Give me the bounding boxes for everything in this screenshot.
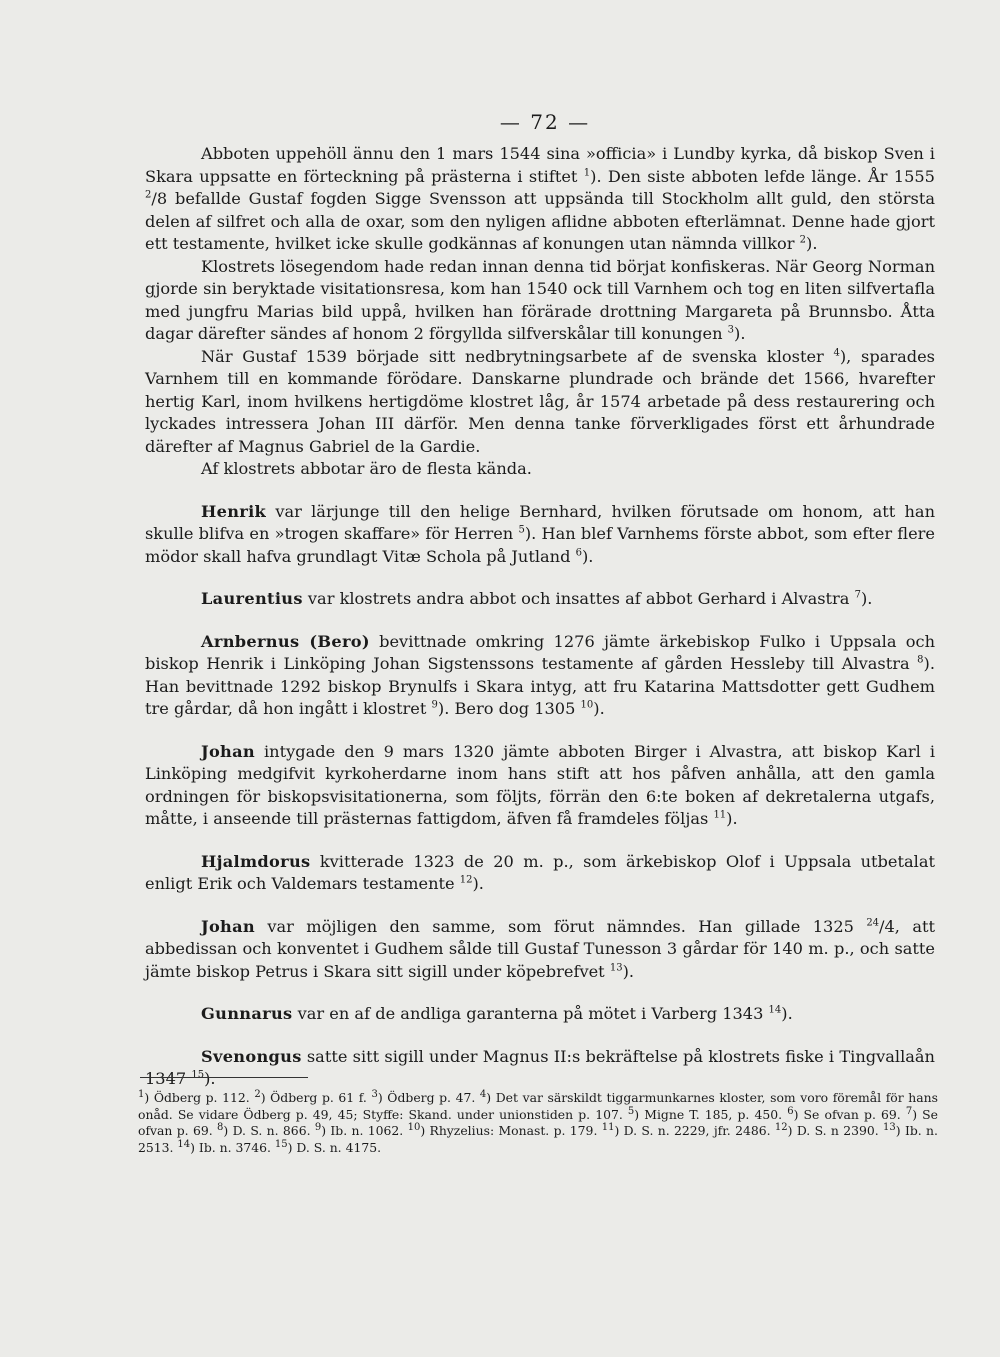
footnote-divider: [140, 1077, 308, 1078]
text-run: ).: [593, 699, 605, 718]
text-run: var möjligen den samme, som förut nämndes. Han gillade 1325: [254, 916, 867, 936]
page-number: — 72 —: [499, 110, 591, 134]
footnote-marker: 6: [575, 547, 582, 559]
text-run: var klostrets andra abbot och insattes af abbot Gerhard i Alvastra: [302, 589, 855, 608]
text-run: Abboten uppehöll ännu den 1 mars 1544 sina »officia» i Lundby kyrka, då biskop Sven i Skara uppsatte en förteckning på prästerna i stiftet: [145, 144, 935, 186]
text-run: ).: [472, 874, 484, 893]
text-run: ) Ib. n. 2513.: [138, 1123, 938, 1155]
footnote-marker: 8: [917, 654, 924, 666]
footnote-marker: 9: [431, 699, 438, 711]
text-run: ). Han blef Varnhems förste abbot, som efter flere mödor skall hafva grundlagt Vitæ Schola på Jutland: [145, 524, 935, 566]
paragraph-p6: [145, 588, 935, 611]
footnote-marker: 9: [314, 1121, 322, 1133]
footnote-marker: 14: [768, 1004, 782, 1016]
footnote-marker: 3: [371, 1088, 378, 1100]
footnote-marker: 15: [274, 1138, 288, 1150]
paragraph-p12: [145, 1046, 935, 1091]
footnote-marker: 12: [774, 1121, 788, 1133]
footnote-marker: 4: [833, 347, 840, 359]
paragraph-p5: [145, 501, 935, 569]
footnote-marker: 13: [609, 962, 623, 974]
text-run: var en af de andliga garanterna på mötet i Varberg 1343: [292, 1004, 769, 1023]
body-text: [145, 143, 935, 1091]
text-run: /8 befallde Gustaf fogden Sigge Svensson att uppsända till Stockholm allt guld, den största delen af silfret och alla de oxar, som den nyligen aflidne abboten efterlämnat. Denne hade gjort ett testamente, hvilket icke skulle godkännas af konungen utan nämnda villkor: [145, 189, 935, 253]
footnote-marker: 7: [854, 589, 861, 601]
abbot-name: Hjalmdorus: [201, 851, 311, 871]
footnotes: [138, 1090, 938, 1156]
text-run: satte sitt sigill under Magnus II:s bekräftelse på klostrets fiske i Tingvallaån 1347: [145, 1046, 935, 1088]
footnote-marker: 3: [727, 324, 735, 336]
footnote-marker: 6: [787, 1105, 794, 1117]
text-run: Af klostrets abbotar äro de flesta kända.: [201, 459, 532, 478]
paragraph-p10: [145, 916, 935, 984]
footnote-marker: 15: [191, 1069, 205, 1081]
text-run: ) Se ofvan p. 69.: [793, 1106, 906, 1122]
footnote-block: [138, 1090, 938, 1156]
footnote-marker: 10: [580, 699, 594, 711]
footnote-marker: 11: [601, 1121, 615, 1133]
text-run: ) Ödberg p. 112.: [144, 1090, 255, 1105]
text-run: ) Migne T. 185, p. 450.: [634, 1106, 788, 1122]
text-run: ) D. S. n 2390.: [787, 1123, 884, 1138]
footnote-marker: 12: [459, 874, 473, 886]
text-run: När Gustaf 1539 började sitt nedbrytningsarbete af de svenska kloster: [201, 346, 834, 366]
footnote-marker: 11: [713, 809, 727, 821]
text-run: ).: [781, 1004, 793, 1023]
abbot-name: Svenongus: [201, 1046, 302, 1066]
footnote-marker: 13: [883, 1121, 896, 1133]
text-run: ).: [726, 809, 738, 828]
text-run: ) Ödberg p. 47.: [377, 1090, 480, 1105]
footnote-marker: 1: [138, 1088, 145, 1100]
footnote-marker: 5: [518, 524, 525, 536]
paragraph-p9: [145, 851, 935, 896]
paragraph-p3: [145, 346, 935, 459]
footnote-marker: 2: [799, 234, 807, 246]
text-run: intygade den 9 mars 1320 jämte abboten Birger i Alvastra, att biskop Karl i Linköping medgifvit kyrkoherdarne inom hans stift att hos påfven anhålla, att den gamla ordningen för biskopsvisitationerna, som följts, förrän den 6:te boken af dekretalerna utgafs, måtte, i anseende till prästernas fattigdom, äfven få framdeles följas: [145, 741, 935, 828]
footnote-marker: 2: [254, 1088, 261, 1100]
footnote-marker: 10: [407, 1121, 421, 1133]
text-run: var lärjunge till den helige Bernhard, hvilken förutsade om honom, att han skulle blifva en »trogen skaffare» för Herren: [145, 501, 935, 543]
footnote-marker: 2: [145, 189, 152, 201]
text-run: ). Bero dog 1305: [437, 699, 581, 718]
text-run: /4, att abbedissan och konventet i Gudhem sålde till Gustaf Tunesson 3 gårdar för 140 m. p., och satte jämte biskop Petrus i Skara sitt sigill under köpebrefvet: [145, 916, 935, 981]
text-run: ) Rhyzelius: Monast. p. 179.: [420, 1123, 602, 1138]
text-run: ) D. S. n. 4175.: [287, 1139, 382, 1155]
paragraph-p4: [145, 458, 935, 481]
text-run: ), sparades Varnhem till en kommande förödare. Danskarne plundrade och brände det 1566, hvarefter hertig Karl, inom hvilkens hertigdöme klostret låg, år 1574 arbetade på dess restaurering och lyckades intressera Johan III därför. Men denna tanke förverkligades först ett århundrade därefter af Magnus Gabriel de la Gardie.: [145, 346, 935, 456]
abbot-name: Laurentius: [201, 589, 303, 608]
text-run: ). Den siste abboten lefde länge. År 1555: [590, 166, 935, 186]
text-run: ) Ib. n. 3746.: [190, 1139, 275, 1155]
text-run: ). Han bevittnade 1292 biskop Brynulfs i Skara intyg, att fru Katarina Mattsdotter gett Gudhem tre gårdar, då hon ingått i klostret: [145, 654, 935, 718]
paragraph-p11: [145, 1003, 935, 1026]
text-run: ) Ödberg p. 61 f.: [260, 1090, 372, 1105]
footnote-marker: 1: [583, 167, 591, 179]
text-run: ) Se ofvan p. 69.: [138, 1106, 938, 1138]
text-run: ).: [806, 234, 818, 253]
text-run: ).: [622, 961, 635, 981]
abbot-name: Gunnarus: [201, 1004, 293, 1023]
footnote-marker: 8: [217, 1121, 224, 1133]
text-run: ).: [581, 546, 594, 566]
footnote-marker: 24: [866, 917, 880, 929]
text-run: kvitterade 1323 de 20 m. p., som ärkebiskop Olof i Uppsala utbetalat enligt Erik och Valdemars testamente: [145, 851, 935, 893]
text-run: ).: [860, 589, 873, 608]
text-run: ).: [734, 324, 746, 343]
text-run: ) D. S. n. 866.: [223, 1123, 315, 1138]
footnote-marker: 7: [905, 1105, 913, 1117]
abbot-name: Johan: [201, 741, 255, 761]
footnote-marker: 4: [479, 1088, 487, 1100]
text-run: ).: [204, 1069, 216, 1088]
text-run: ) Ib. n. 1062.: [321, 1123, 408, 1138]
paragraph-p2: [145, 256, 935, 346]
text-run: bevittnade omkring 1276 jämte ärkebiskop Fulko i Uppsala och biskop Henrik i Linköping Johan Sigstenssons testamente af gården Hessleby till Alvastra: [145, 631, 935, 673]
footnote-marker: 14: [177, 1138, 191, 1150]
abbot-name: Johan: [201, 916, 255, 936]
text-run: Klostrets lösegendom hade redan innan denna tid börjat konfiskeras. När Georg Norman gjorde sin beryktade visitationsresa, kom han 1540 ock till Varnhem och tog en liten silfvertafla med jungfru Marias bild uppå, hvilken han förärade drottning Margareta på Brunnsbo. Åtta dagar därefter sändes af honom 2 förgyllda silfverskålar till konungen: [145, 256, 935, 343]
paragraph-p8: [145, 741, 935, 831]
abbot-name: Arnbernus (Bero): [201, 631, 370, 651]
text-run: ) D. S. n. 2229, jfr. 2486.: [614, 1123, 775, 1138]
paragraph-p7: [145, 631, 935, 721]
text-run: ) Det var särskildt tiggarmunkarnes kloster, som voro föremål för hans onåd. Se vidare Ödberg p. 49, 45; Styffe: Skand. under unionstiden p. 107.: [138, 1090, 938, 1122]
abbot-name: Henrik: [201, 501, 267, 521]
footnote-marker: 5: [627, 1105, 635, 1117]
paragraph-p1: [145, 143, 935, 256]
